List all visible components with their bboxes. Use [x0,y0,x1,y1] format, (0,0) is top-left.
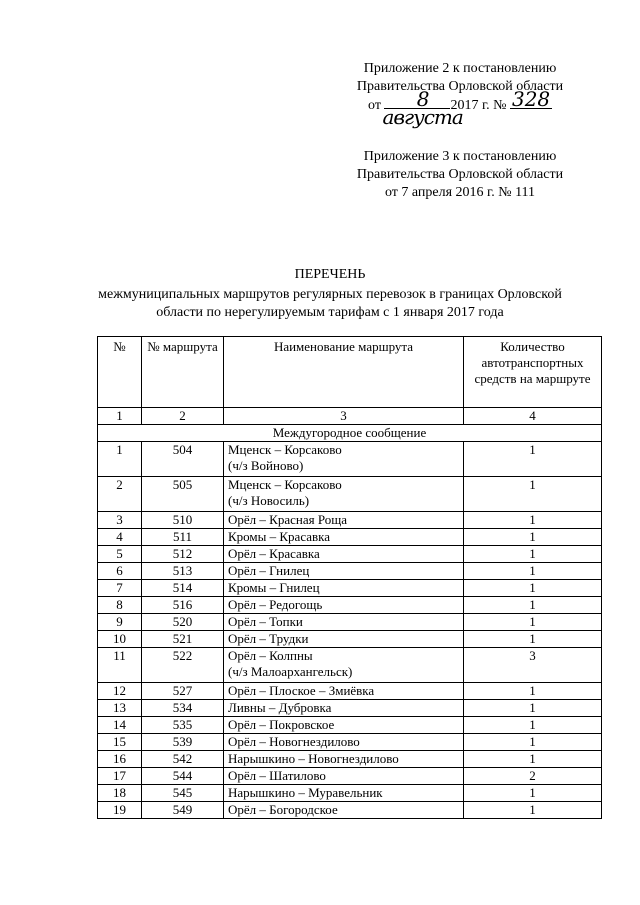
route-name: Кромы – Гнилец [228,580,320,595]
route-name: Ливны – Дубровка [228,700,332,715]
row-number: 2 [98,477,142,512]
table-row [98,734,602,751]
column-number-1: 1 [98,408,142,425]
route-name: Орёл – Трудки [228,631,309,646]
year-and-number-label: 2017 г. № [450,98,507,113]
row-number: 1 [98,442,142,477]
table-row [98,546,602,563]
row-number: 5 [98,546,142,563]
route-name: Мценск – Корсаково [228,477,342,492]
table-row [98,700,602,717]
route-number: 542 [142,751,224,768]
route-name-cell [224,597,464,614]
document-subtitle-line1: межмуниципальных маршрутов регулярных перевозок в границах Орловской [98,287,562,302]
date-prefix: от [368,98,381,113]
route-name: Орёл – Красная Роща [228,512,347,527]
appendix-current-line2: Правительства Орловской области [356,79,564,94]
route-name: Нарышкино – Новогнездилово [228,751,399,766]
route-number: 549 [142,802,224,819]
appendix-current-line3 [330,87,590,129]
table-row [98,442,602,477]
route-name-cell [224,751,464,768]
vehicle-count: 1 [464,734,602,751]
route-via: (ч/з Войново) [228,458,304,473]
route-name-cell [224,631,464,648]
row-number: 6 [98,563,142,580]
column-numbers-row [98,408,602,425]
vehicle-count: 1 [464,529,602,546]
route-name-cell [224,717,464,734]
route-number: 521 [142,631,224,648]
document-subtitle-line2: области по нерегулируемым тарифам с 1 января 2017 года [156,305,504,320]
route-number: 516 [142,597,224,614]
column-number-4: 4 [464,408,602,425]
appendix-current [330,60,590,129]
vehicle-count: 1 [464,477,602,512]
handwritten-number [510,87,552,115]
route-name: Орёл – Богородское [228,802,338,817]
route-number: 544 [142,768,224,785]
route-number: 514 [142,580,224,597]
vehicle-count: 2 [464,768,602,785]
section-row [98,425,602,442]
row-number: 11 [98,648,142,683]
header-number: № [98,337,142,408]
appendix-previous-line3: от 7 апреля 2016 г. № 111 [384,185,536,200]
table-row [98,529,602,546]
header-vehicle-count: Количество автотранспортных средств на маршруте [464,337,602,408]
row-number: 4 [98,529,142,546]
row-number: 14 [98,717,142,734]
appendix-previous [330,148,590,202]
header-route-name: Наименование маршрута [224,337,464,408]
vehicle-count: 1 [464,442,602,477]
route-number: 513 [142,563,224,580]
route-name-cell [224,648,464,683]
route-name-cell [224,529,464,546]
row-number: 18 [98,785,142,802]
handwritten-date [382,87,463,129]
vehicle-count: 1 [464,717,602,734]
column-number-3: 3 [224,408,464,425]
route-name: Орёл – Гнилец [228,563,310,578]
route-name-cell [224,442,464,477]
route-name: Орёл – Топки [228,614,303,629]
handwritten-number-ink: 328 [511,87,551,111]
table-row [98,768,602,785]
route-number: 535 [142,717,224,734]
table-row [98,631,602,648]
appendix-previous-line1: Приложение 3 к постановлению [363,149,557,164]
column-number-2: 2 [142,408,224,425]
row-number: 10 [98,631,142,648]
appendix-previous-line2: Правительства Орловской области [356,167,564,182]
appendix-current-line1: Приложение 2 к постановлению [363,61,557,76]
table-body [98,408,602,819]
table-row [98,785,602,802]
table-row [98,717,602,734]
section-title: Междугородное сообщение [98,425,602,442]
route-number: 527 [142,683,224,700]
route-name-cell [224,477,464,512]
table-row [98,580,602,597]
route-number: 512 [142,546,224,563]
row-number: 15 [98,734,142,751]
route-via: (ч/з Малоархангельск) [228,664,353,679]
route-number: 534 [142,700,224,717]
table-row [98,683,602,700]
route-name: Орёл – Колпны [228,648,313,663]
vehicle-count: 1 [464,785,602,802]
route-name: Орёл – Красавка [228,546,320,561]
route-name-cell [224,614,464,631]
route-name-cell [224,700,464,717]
route-name-cell [224,785,464,802]
route-name-cell [224,580,464,597]
route-number: 539 [142,734,224,751]
table-row [98,477,602,512]
route-via: (ч/з Новосиль) [228,493,310,508]
route-name-cell [224,802,464,819]
vehicle-count: 1 [464,512,602,529]
row-number: 9 [98,614,142,631]
handwritten-date-ink: 8 августа [382,87,463,129]
row-number: 17 [98,768,142,785]
vehicle-count: 1 [464,751,602,768]
table-row [98,512,602,529]
row-number: 8 [98,597,142,614]
route-name-cell [224,734,464,751]
row-number: 12 [98,683,142,700]
route-name-cell [224,546,464,563]
route-number: 510 [142,512,224,529]
header-route-number: № маршрута [142,337,224,408]
row-number: 16 [98,751,142,768]
route-number: 522 [142,648,224,683]
vehicle-count: 1 [464,683,602,700]
row-number: 19 [98,802,142,819]
route-name: Орёл – Новогнездилово [228,734,360,749]
vehicle-count: 1 [464,614,602,631]
vehicle-count: 1 [464,700,602,717]
route-number: 504 [142,442,224,477]
table-row [98,597,602,614]
table-row [98,648,602,683]
routes-table [97,336,602,819]
route-name-cell [224,563,464,580]
route-name: Нарышкино – Муравельник [228,785,383,800]
vehicle-count: 3 [464,648,602,683]
route-number: 505 [142,477,224,512]
table-row [98,614,602,631]
route-name: Кромы – Красавка [228,529,331,544]
vehicle-count: 1 [464,597,602,614]
table-row [98,802,602,819]
route-name: Орёл – Плоское – Змиёвка [228,683,375,698]
route-name-cell [224,512,464,529]
row-number: 13 [98,700,142,717]
route-name-cell [224,768,464,785]
document-heading: ПЕРЕЧЕНЬ [294,267,366,282]
vehicle-count: 1 [464,563,602,580]
row-number: 7 [98,580,142,597]
vehicle-count: 1 [464,631,602,648]
vehicle-count: 1 [464,546,602,563]
route-name: Орёл – Покровское [228,717,335,732]
vehicle-count: 1 [464,802,602,819]
table-row [98,751,602,768]
route-number: 511 [142,529,224,546]
vehicle-count: 1 [464,580,602,597]
route-name-cell [224,683,464,700]
route-name: Орёл – Редогощь [228,597,323,612]
table-header-row [98,337,602,408]
row-number: 3 [98,512,142,529]
route-name: Мценск – Корсаково [228,442,342,457]
route-number: 545 [142,785,224,802]
route-number: 520 [142,614,224,631]
route-name: Орёл – Шатилово [228,768,326,783]
table-row [98,563,602,580]
